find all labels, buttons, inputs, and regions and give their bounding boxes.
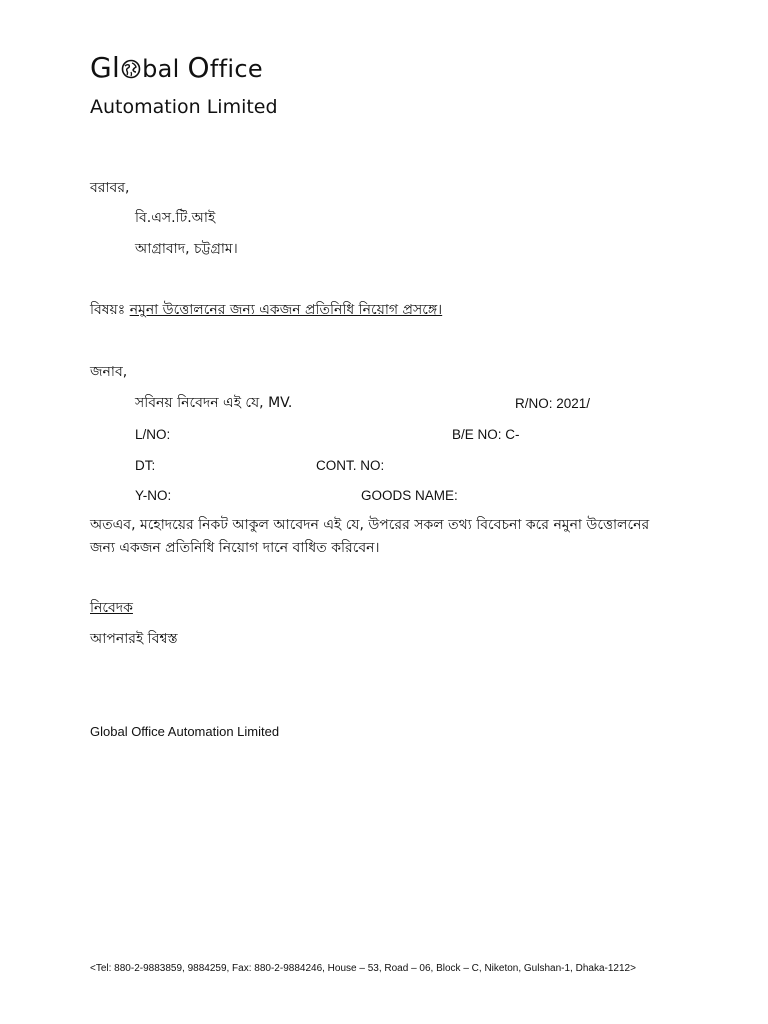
closing-yours: আপনারই বিশ্বস্ত xyxy=(90,631,178,647)
signature-company: Global Office Automation Limited xyxy=(90,724,280,739)
logo-text-o: O xyxy=(187,51,210,84)
recipient-address: আগ্রাবাদ, চট্টগ্রাম। xyxy=(135,241,238,257)
contno-field: CONT. NO: xyxy=(316,458,385,473)
intro-mv: সবিনয় নিবেদন এই যে, MV. xyxy=(135,395,293,411)
subject-label: বিষয়ঃ xyxy=(90,302,126,318)
company-logo-name xyxy=(90,52,263,85)
logo-text-bal: bal xyxy=(142,55,180,83)
to-label: বরাবর, xyxy=(90,180,130,196)
closing-label: নিবেদক xyxy=(90,600,133,616)
subject-line xyxy=(90,300,442,320)
logo-text-gl: Gl xyxy=(90,51,121,84)
globe-icon xyxy=(121,59,141,79)
lno-field: L/NO: xyxy=(135,427,171,442)
footer-contact: <Tel: 880-2-9883859, 9884259, Fax: 880-2-9884246, House – 53, Road – 06, Block – C, Niketon, Gulshan-1, Dhaka-1212> xyxy=(90,963,636,974)
rno-field: R/NO: 2021/ xyxy=(515,396,591,411)
company-name-line2: Automation Limited xyxy=(90,96,278,118)
goods-name-field: GOODS NAME: xyxy=(361,488,458,503)
greeting: জনাব, xyxy=(90,364,128,380)
beno-field: B/E NO: C- xyxy=(452,427,520,442)
yno-field: Y-NO: xyxy=(135,488,172,503)
dt-field: DT: xyxy=(135,458,156,473)
recipient-org: বি.এস.টি.আই xyxy=(135,210,216,226)
logo-text-ffice: ffice xyxy=(209,55,263,83)
body-paragraph: অতএব, মহোদয়ের নিকট আকুল আবেদন এই যে, উপরের সকল তথ্য বিবেচনা করে নমুনা উত্তোলনের জন্য একজন প্রতিনিধি নিয়োগ দানে বাধিত করিবেন। xyxy=(90,517,650,556)
subject-text: নমুনা উত্তোলনের জন্য একজন প্রতিনিধি নিয়োগ প্রসঙ্গে। xyxy=(129,302,443,318)
